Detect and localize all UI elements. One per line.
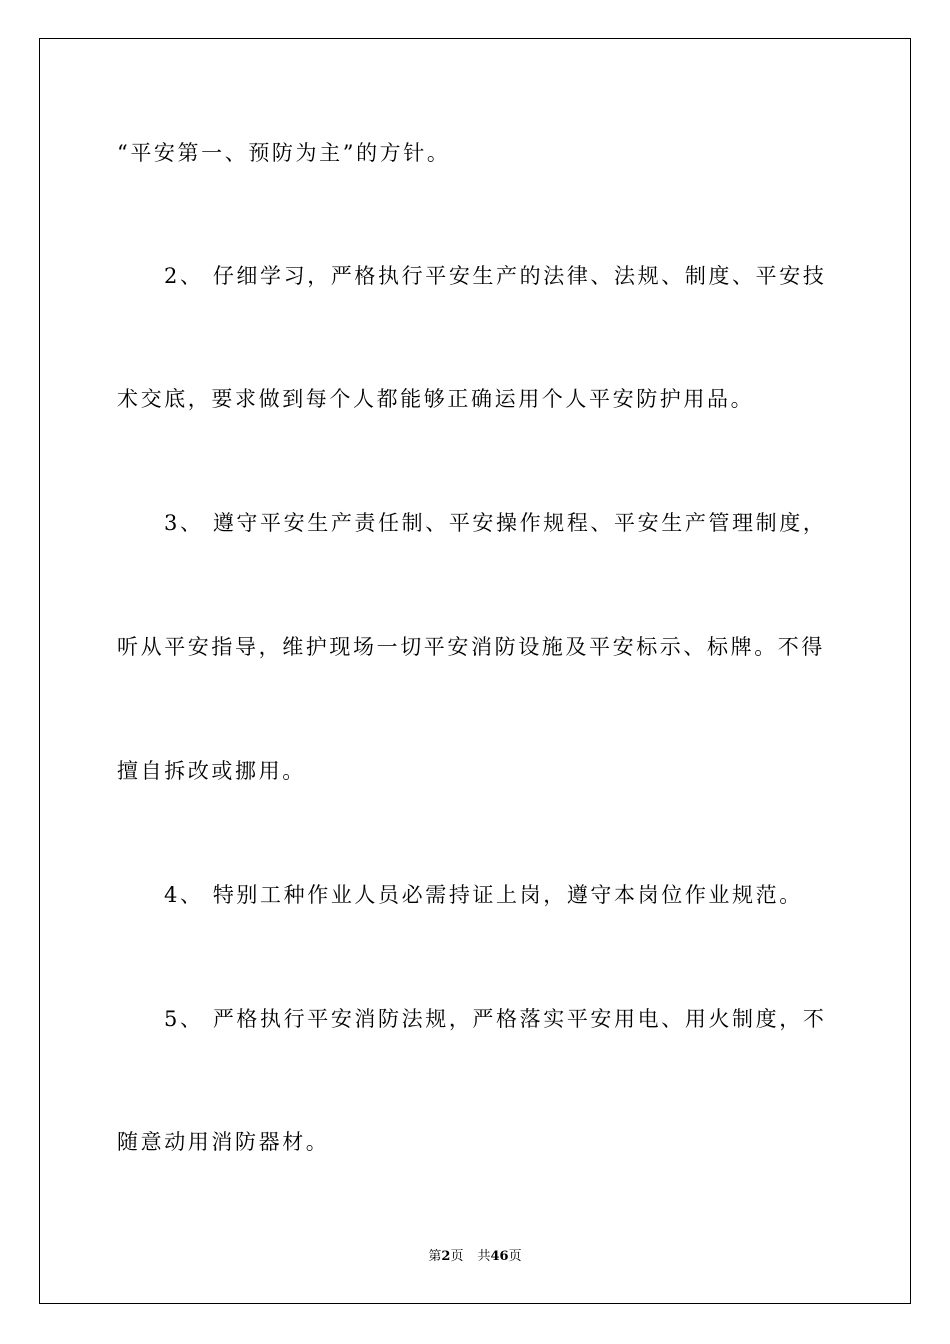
body-line-9: 随意动用消防器材。 [117, 1130, 330, 1154]
footer-page-suffix: 页 [450, 1249, 464, 1264]
body-line-1: “平安第一、预防为主”的方针。 [117, 141, 451, 165]
body-line-2: 2、 仔细学习，严格执行平安生产的法律、法规、制度、平安技 [164, 264, 827, 288]
body-line-4: 3、 遵守平安生产责任制、平安操作规程、平安生产管理制度， [164, 511, 827, 535]
footer-page-prefix: 第 [428, 1249, 442, 1264]
body-line-8: 5、 严格执行平安消防法规，严格落实平安用电、用火制度，不 [164, 1007, 827, 1031]
body-line-5: 听从平安指导，维护现场一切平安消防设施及平安标示、标牌。不得 [117, 635, 825, 659]
page-footer [0, 1249, 950, 1265]
body-line-7: 4、 特别工种作业人员必需持证上岗，遵守本岗位作业规范。 [164, 883, 803, 907]
footer-total-suffix: 页 [508, 1249, 522, 1264]
body-line-6: 擅自拆改或挪用。 [117, 759, 306, 783]
footer-total-pages: 46 [490, 1249, 509, 1264]
body-line-3: 术交底，要求做到每个人都能够正确运用个人平安防护用品。 [117, 387, 755, 411]
page-border [39, 38, 911, 1304]
footer-total-prefix: 共 [477, 1249, 491, 1264]
footer-page-number: 2 [441, 1249, 451, 1264]
